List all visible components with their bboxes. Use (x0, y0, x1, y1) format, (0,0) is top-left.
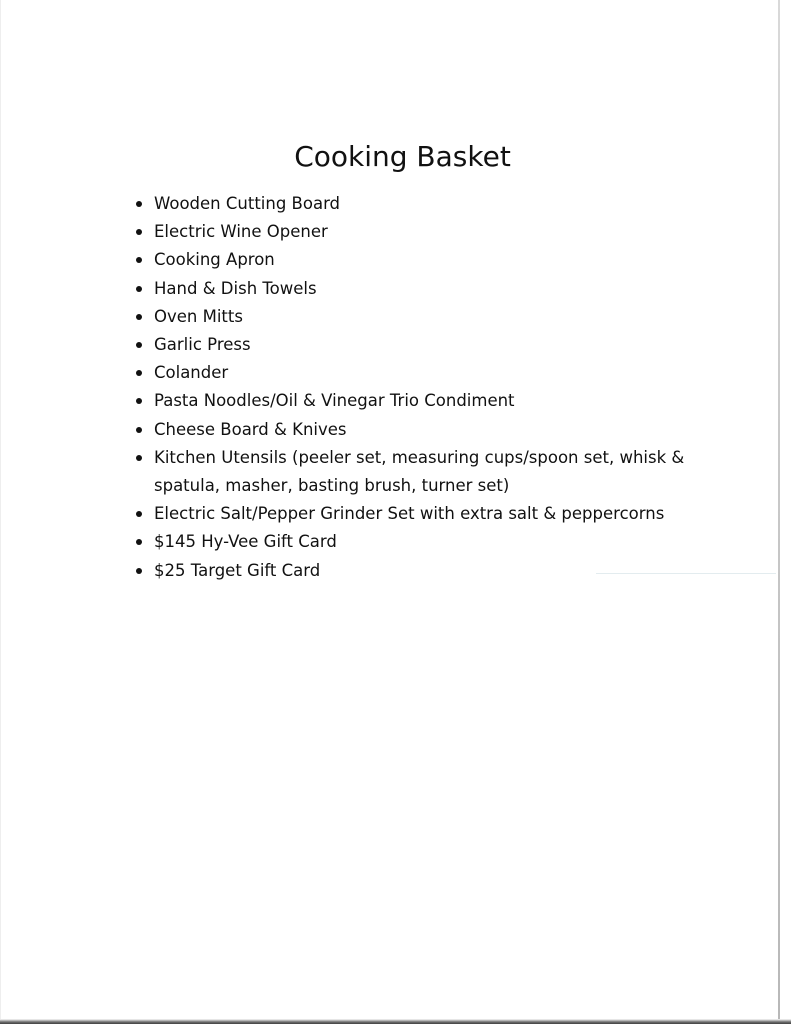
bullet-icon (136, 257, 142, 263)
bullet-icon (136, 511, 142, 517)
list-item-text: Cooking Apron (154, 250, 275, 270)
list-item (136, 444, 736, 500)
scan-edge-bottom (0, 1019, 791, 1024)
list-item-text: Electric Salt/Pepper Grinder Set with extra salt & peppercorns (154, 504, 665, 524)
list-item (136, 190, 736, 218)
bullet-icon (136, 342, 142, 348)
bullet-icon (136, 455, 142, 461)
bullet-icon (136, 398, 142, 404)
list-item (136, 275, 736, 303)
list-item-text: Pasta Noodles/Oil & Vinegar Trio Condiment (154, 391, 515, 411)
list-item (136, 500, 736, 528)
bullet-icon (136, 314, 142, 320)
document-title: Cooking Basket (294, 140, 511, 173)
list-item (136, 303, 736, 331)
bullet-icon (136, 427, 142, 433)
list-item (136, 246, 736, 274)
list-item-text: $145 Hy-Vee Gift Card (154, 532, 337, 552)
bullet-icon (136, 539, 142, 545)
list-item-text: Cheese Board & Knives (154, 419, 347, 439)
bullet-icon (136, 229, 142, 235)
list-item-text: $25 Target Gift Card (154, 560, 321, 580)
list-item-text: Wooden Cutting Board (154, 194, 341, 213)
list-item (136, 557, 736, 585)
list-item-text: Electric Wine Opener (154, 222, 328, 242)
list-item (136, 359, 736, 387)
list-item (136, 416, 736, 444)
bullet-icon (136, 201, 142, 207)
list-item (136, 528, 736, 556)
list-item-text: Oven Mitts (154, 306, 243, 326)
list-item (136, 218, 736, 246)
bullet-icon (136, 568, 142, 574)
list-item-text: Garlic Press (154, 335, 251, 355)
list-item-text: Colander (154, 363, 229, 383)
bullet-icon (136, 286, 142, 292)
list-item (136, 331, 736, 359)
list-item-text: Hand & Dish Towels (154, 278, 317, 298)
list-item-text: Kitchen Utensils (peeler set, measuring cups/spoon set, whisk & spatula, masher, basting brush, turner set) (154, 447, 685, 496)
bullet-icon (136, 370, 142, 376)
item-list (136, 190, 736, 585)
list-item (136, 387, 736, 415)
